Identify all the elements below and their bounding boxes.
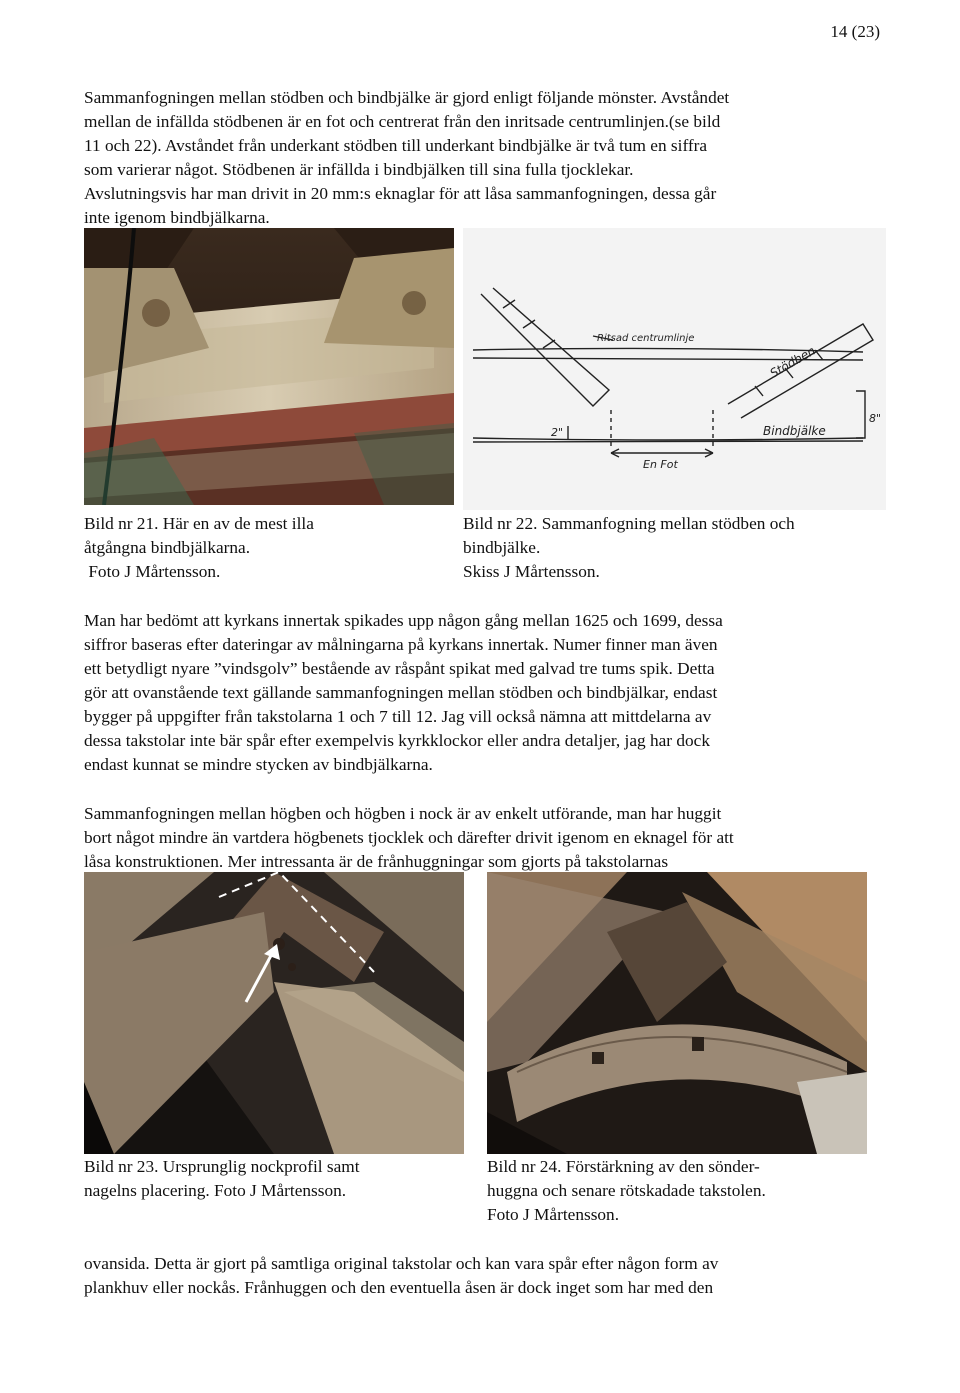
paragraph-dating (84, 609, 884, 777)
caption-line: åtgångna bindbjälkarna. (84, 538, 251, 557)
text-line: inte igenom bindbjälkarna. (84, 208, 270, 227)
sketch-label-centrumlinje: Ritsad centrumlinje (597, 333, 695, 344)
text-line: 11 och 22). Avståndet från underkant stödben till underkant bindbjälke är två tum en siffra (84, 136, 708, 155)
sketch-bild-22 (463, 228, 886, 510)
text-line: gör att ovanstående text gällande sammanfogningen mellan stödben och bindbjälkar, endast (84, 683, 718, 702)
text-line: siffror baseras efter dateringar av målningarna på kyrkans innertak. Numer finner man även (84, 635, 718, 654)
sketch-label-bindbjalke: Bindbjälke (763, 424, 826, 438)
text-line: Avslutningsvis har man drivit in 20 mm:s eknaglar för att låsa sammanfogningen, dessa går (84, 184, 717, 203)
page-number: 14 (23) (830, 22, 880, 41)
text-line: som varierar något. Stödbenen är infällda i bindbjälken till sina fulla tjocklekar. (84, 160, 634, 179)
text-line: bygger på uppgifter från takstolarna 1 och 7 till 12. Jag vill också nämna att mittdelarna av (84, 707, 712, 726)
text-line: låsa konstruktionen. Mer intressanta är de frånhuggningar som gjorts på takstolarnas (84, 852, 669, 871)
caption-line: Bild nr 22. Sammanfogning mellan stödben och (463, 514, 795, 533)
text-line: endast kunnat se mindre stycken av bindbjälkarna. (84, 755, 433, 774)
caption-line: bindbjälke. (463, 538, 541, 557)
caption-bild-23 (84, 1155, 360, 1203)
caption-line: Foto J Mårtensson. (487, 1205, 620, 1224)
caption-line: huggna och senare rötskadade takstolen. (487, 1181, 766, 1200)
paragraph-joint-description (84, 86, 884, 230)
paragraph-ridge-joint (84, 802, 884, 874)
caption-line: Bild nr 24. Förstärkning av den sönder- (487, 1157, 760, 1176)
caption-line: Foto J Mårtensson. (84, 562, 221, 581)
text-line: bort något mindre än vartdera högbenets tjocklek och därefter drivit igenom en eknagel för att (84, 828, 734, 847)
text-line: ett betydligt nyare ”vindsgolv” bestående av råspånt spikat med galvad tre tums spik. Detta (84, 659, 715, 678)
sketch-label-8-tum: 8" (869, 412, 882, 425)
text-line: Man har bedömt att kyrkans innertak spikades upp någon gång mellan 1625 och 1699, dessa (84, 611, 723, 630)
caption-line: Bild nr 21. Här en av de mest illa (84, 514, 314, 533)
text-line: Sammanfogningen mellan högben och högben i nock är av enkelt utförande, man har huggit (84, 804, 722, 823)
text-line: mellan de infällda stödbenen är en fot och centrerat från den inritsade centrumlinjen.(se bild (84, 112, 721, 131)
sketch-label-stodben: Stödben (767, 343, 818, 381)
photo-bild-23 (84, 872, 464, 1154)
caption-bild-24 (487, 1155, 766, 1227)
photo-bild-21 (84, 228, 454, 505)
sketch-label-2-tum: 2" (551, 426, 564, 439)
text-line: Sammanfogningen mellan stödben och bindbjälke är gjord enligt följande mönster. Avståndet (84, 88, 730, 107)
caption-line: nagelns placering. Foto J Mårtensson. (84, 1181, 347, 1200)
paragraph-ridge-continued (84, 1252, 884, 1300)
sketch-label-en-fot: En Fot (643, 458, 678, 471)
caption-line: Skiss J Mårtensson. (463, 562, 600, 581)
text-line: ovansida. Detta är gjort på samtliga original takstolar och kan vara spår efter någon form av (84, 1254, 719, 1273)
photo-bild-24 (487, 872, 867, 1154)
text-line: plankhuv eller nockås. Frånhuggen och den eventuella åsen är dock inget som har med den (84, 1278, 714, 1297)
caption-bild-21 (84, 512, 314, 584)
text-line: dessa takstolar inte bär spår efter exempelvis kyrkklockor eller andra detaljer, jag har dock (84, 731, 710, 750)
caption-line: Bild nr 23. Ursprunglig nockprofil samt (84, 1157, 360, 1176)
caption-bild-22 (463, 512, 795, 584)
